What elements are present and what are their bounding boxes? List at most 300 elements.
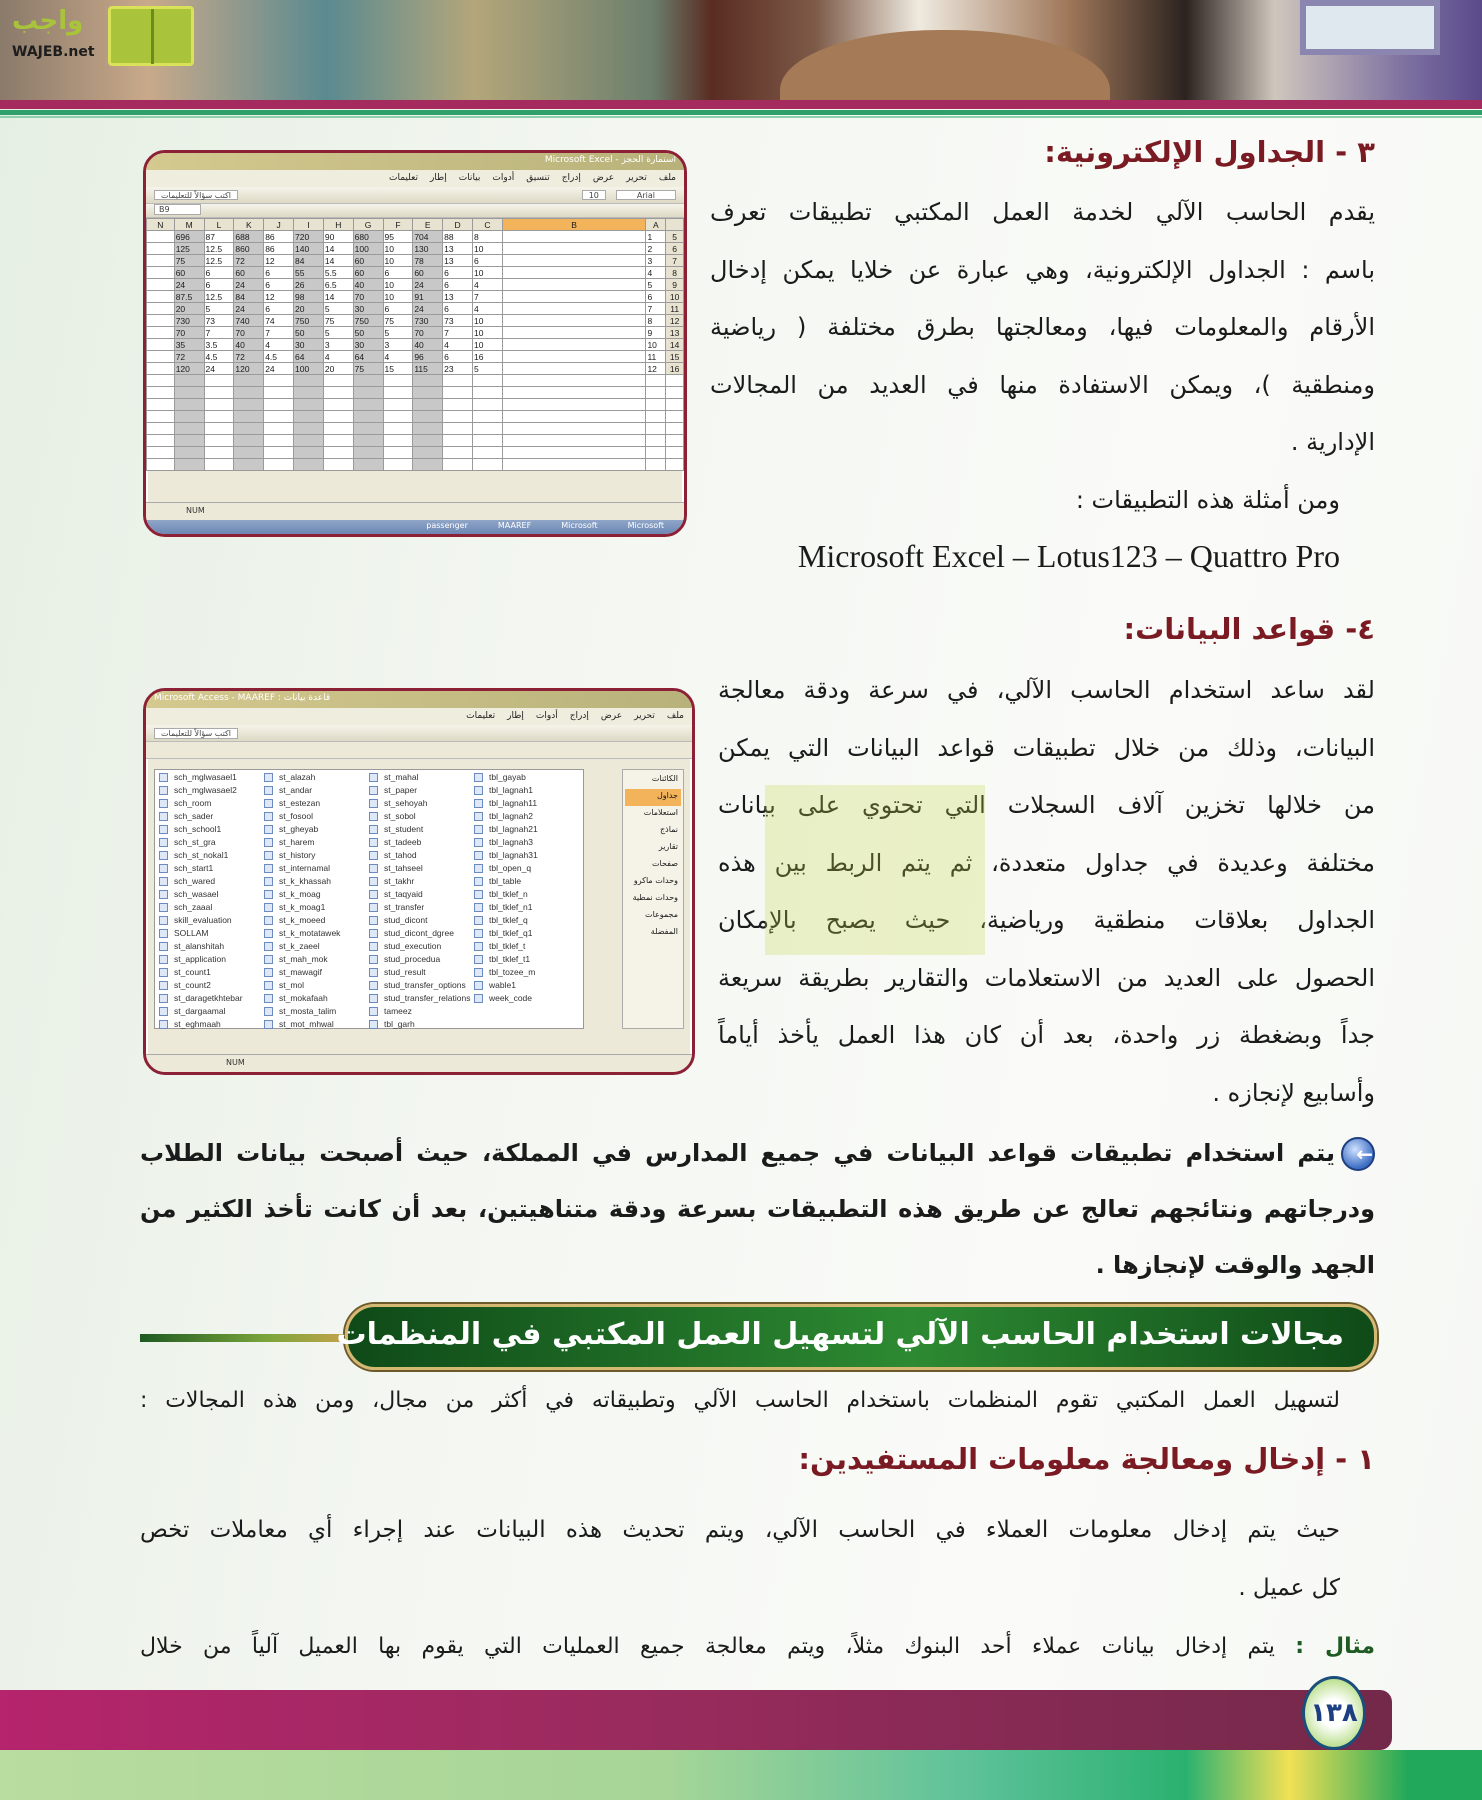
table-item: tbl_tklef_t1 — [474, 954, 579, 967]
access-status-bar — [146, 1054, 692, 1072]
table-row — [147, 255, 684, 267]
cell — [204, 435, 234, 447]
cell: 74 — [264, 315, 294, 327]
cell: 23 — [443, 363, 473, 375]
paragraph-line: ←يتم استخدام تطبيقات قواعد البيانات في جميع المدارس في المملكة، حيث أصبحت بيانات الطلاب — [140, 1125, 1375, 1181]
cell: 8 — [472, 231, 502, 243]
cell — [646, 435, 666, 447]
monitor-graphic — [1300, 0, 1440, 55]
table-item: st_mosta_talim — [264, 1006, 369, 1019]
table-item: tbl_tklef_t — [474, 941, 579, 954]
table-row — [147, 231, 684, 243]
cell — [204, 375, 234, 387]
meeting-table-graphic — [780, 30, 1110, 100]
cell: 6 — [443, 279, 473, 291]
table-item: sch_room — [159, 798, 264, 811]
cell: 740 — [234, 315, 264, 327]
cell-a: 8 — [646, 315, 666, 327]
cell-a: 4 — [646, 267, 666, 279]
table-item: tbl_lagnah2 — [474, 811, 579, 824]
cell — [147, 447, 175, 459]
cell-a: 10 — [646, 339, 666, 351]
cell — [413, 447, 443, 459]
cell — [234, 411, 264, 423]
table-item: st_history — [264, 850, 369, 863]
table-item: sch_wasael — [159, 889, 264, 902]
cell — [666, 447, 684, 459]
cell — [147, 387, 175, 399]
cell: 730 — [174, 315, 204, 327]
row-number: 9 — [666, 279, 684, 291]
cell — [294, 423, 324, 435]
cell — [472, 447, 502, 459]
cell — [353, 423, 383, 435]
cell: 3.5 — [204, 339, 234, 351]
paragraph-line: يقدم الحاسب الآلي لخدمة العمل المكتبي تطبيقات تعرف — [710, 198, 1375, 226]
table-item: week_code — [474, 993, 579, 1006]
cell: 20 — [294, 303, 324, 315]
cell — [323, 411, 353, 423]
table-item: stud_result — [369, 967, 474, 980]
table-item: stud_procedua — [369, 954, 474, 967]
cell — [646, 423, 666, 435]
cell: 4 — [383, 351, 413, 363]
section4-paragraph — [718, 662, 1375, 1122]
cell — [383, 423, 413, 435]
table-item: tbl_lagnah1 — [474, 785, 579, 798]
cell — [323, 387, 353, 399]
cell — [472, 399, 502, 411]
table-item: st_k_moag1 — [264, 902, 369, 915]
cell: 12.5 — [204, 255, 234, 267]
paragraph-line: ودرجاتهم ونتائجهم تعالج عن طريق هذه التطبيقات بسرعة ودقة متناهيتين، بعد أن كانت تأخذ الكثير من — [140, 1195, 1375, 1223]
cell: 26 — [294, 279, 324, 291]
column-header: D — [443, 219, 473, 231]
cell: 10 — [472, 243, 502, 255]
cell — [353, 435, 383, 447]
cell: 70 — [234, 327, 264, 339]
table-item: sch_sader — [159, 811, 264, 824]
table-item: tbl_gayab — [474, 772, 579, 785]
cell — [383, 399, 413, 411]
table-row — [147, 435, 684, 447]
table-item: st_estezan — [264, 798, 369, 811]
paragraph-line: وأسابيع لإنجازه . — [1212, 1078, 1375, 1107]
table-row — [147, 315, 684, 327]
cell: 16 — [472, 351, 502, 363]
section3-heading: ٣ - الجداول الإلكترونية: — [1044, 135, 1375, 169]
cell: 24 — [413, 279, 443, 291]
cell: 90 — [323, 231, 353, 243]
font-box: Arial — [616, 190, 676, 200]
cell: 60 — [234, 267, 264, 279]
cell — [294, 447, 324, 459]
menu-item: أدوات — [492, 173, 515, 183]
table-item: skill_evaluation — [159, 915, 264, 928]
cell — [323, 459, 353, 471]
menu-item: إدراج — [569, 711, 589, 721]
paragraph-line: جداً وبضغطة زر واحدة، بعد أن كان هذا العمل يأخذ أياماً — [718, 1021, 1375, 1049]
table-item: stud_transfer_options — [369, 980, 474, 993]
cell: 4.5 — [204, 351, 234, 363]
cell — [472, 387, 502, 399]
cell — [353, 459, 383, 471]
section-banner: مجالات استخدام الحاسب الآلي لتسهيل العمل المكتبي في المنظمات — [345, 1304, 1377, 1370]
logo-arabic: واجب — [12, 6, 84, 36]
cell: 30 — [294, 339, 324, 351]
table-item: st_alanshitah — [159, 941, 264, 954]
access-toolbar — [146, 725, 692, 742]
cell — [264, 435, 294, 447]
cell: 7 — [264, 327, 294, 339]
name-box: B9 — [154, 204, 201, 215]
cell: 720 — [294, 231, 324, 243]
table-column — [369, 772, 474, 1032]
cell: 140 — [294, 243, 324, 255]
cell: 4 — [264, 339, 294, 351]
access-menu-bar — [146, 708, 692, 725]
cell — [294, 435, 324, 447]
paragraph-line: الجهد والوقت لإنجازها . — [1095, 1251, 1375, 1279]
cell — [443, 423, 473, 435]
excel-title-bar: Microsoft Excel - استمارة الحجز — [146, 153, 684, 170]
column-header: L — [204, 219, 234, 231]
object-category: مجموعات — [645, 910, 678, 919]
table-item: tbl_tklef_q — [474, 915, 579, 928]
cell — [666, 459, 684, 471]
table-item: tbl_tozee_m — [474, 967, 579, 980]
intro-text: لتسهيل العمل المكتبي تقوم المنظمات باستخدام الحاسب الآلي وتطبيقاته في أكثر من مجال، ومن هذه المجالات : — [140, 1388, 1340, 1413]
access-screenshot — [143, 688, 695, 1075]
table-item: st_application — [159, 954, 264, 967]
cell: 73 — [204, 315, 234, 327]
table-item: st_k_zaeel — [264, 941, 369, 954]
cell — [234, 387, 264, 399]
field1-heading: ١ - إدخال ومعالجة معلومات المستفيدين: — [798, 1442, 1375, 1476]
column-header: N — [147, 219, 175, 231]
cell — [264, 375, 294, 387]
cell: 35 — [174, 339, 204, 351]
row-number: 16 — [666, 363, 684, 375]
table-item: st_alazah — [264, 772, 369, 785]
table-item: tbl_lagnah11 — [474, 798, 579, 811]
field1-example — [140, 1618, 1375, 1676]
book-icon — [108, 6, 194, 66]
cell: 860 — [234, 243, 264, 255]
table-row — [147, 339, 684, 351]
object-category: صفحات — [652, 859, 678, 868]
cell: 50 — [294, 327, 324, 339]
cell — [383, 375, 413, 387]
cell — [234, 447, 264, 459]
cell — [666, 399, 684, 411]
cell — [383, 387, 413, 399]
menu-item: إطار — [507, 711, 524, 721]
paragraph-line: ومنطقية )، ويمكن الاستفادة منها في العديد من المجالات — [710, 370, 1375, 399]
cell: 72 — [234, 351, 264, 363]
excel-menu-bar — [146, 170, 684, 187]
cell: 96 — [413, 351, 443, 363]
table-row — [147, 411, 684, 423]
paragraph-line: من خلالها تخزين آلاف السجلات التي تحتوي على بيانات — [718, 791, 1375, 819]
cell — [264, 423, 294, 435]
cell: 120 — [234, 363, 264, 375]
paragraph-line: الحصول على العديد من الاستعلامات والتقارير بطريقة سريعة — [718, 963, 1375, 992]
column-header: K — [234, 219, 264, 231]
table-item: st_tahseel — [369, 863, 474, 876]
table-item: tbl_tklef_q1 — [474, 928, 579, 941]
table-item: tbl_table — [474, 876, 579, 889]
cell — [413, 399, 443, 411]
cell: 680 — [353, 231, 383, 243]
table-item: st_mol — [264, 980, 369, 993]
cell-b — [502, 291, 646, 303]
cell — [383, 411, 413, 423]
excel-screenshot — [143, 150, 687, 537]
cell: 696 — [174, 231, 204, 243]
table-item: tbl_garh — [369, 1019, 474, 1032]
cell-a: 2 — [646, 243, 666, 255]
object-category: استعلامات — [643, 808, 678, 817]
cell — [264, 387, 294, 399]
cell: 88 — [443, 231, 473, 243]
cell: 75 — [353, 363, 383, 375]
table-row — [147, 267, 684, 279]
column-header: H — [323, 219, 353, 231]
cell: 98 — [294, 291, 324, 303]
cell: 6 — [443, 267, 473, 279]
cell: 60 — [174, 267, 204, 279]
table-row — [147, 279, 684, 291]
row-number: 8 — [666, 267, 684, 279]
cell: 73 — [443, 315, 473, 327]
cell: 70 — [353, 291, 383, 303]
cell: 12.5 — [204, 291, 234, 303]
table-row — [147, 375, 684, 387]
menu-item: ملف — [666, 711, 684, 721]
cell-n — [147, 363, 175, 375]
row-number: 15 — [666, 351, 684, 363]
help-box: اكتب سؤالاً للتعليمات — [154, 728, 238, 739]
menu-item: عرض — [600, 711, 623, 721]
taskbar-item: MAAREF — [497, 521, 532, 530]
cell: 5 — [323, 303, 353, 315]
cell — [323, 375, 353, 387]
cell: 75 — [383, 315, 413, 327]
cell — [234, 423, 264, 435]
cell: 15 — [383, 363, 413, 375]
object-category: نماذج — [659, 825, 678, 834]
cell — [646, 375, 666, 387]
footer-graphic — [0, 1750, 1482, 1800]
cell — [204, 399, 234, 411]
cell-n — [147, 351, 175, 363]
cell: 4 — [443, 339, 473, 351]
cell: 6 — [204, 267, 234, 279]
cell: 688 — [234, 231, 264, 243]
cell — [443, 375, 473, 387]
cell — [234, 435, 264, 447]
arrow-bullet-icon: ← — [1341, 1137, 1375, 1171]
cell: 84 — [294, 255, 324, 267]
row-number: 7 — [666, 255, 684, 267]
table-row — [147, 459, 684, 471]
cell — [502, 375, 646, 387]
object-category: المفضلة — [650, 927, 678, 936]
examples-intro-text: ومن أمثلة هذه التطبيقات : — [1075, 486, 1340, 514]
cell — [147, 399, 175, 411]
table-item: tbl_lagnah21 — [474, 824, 579, 837]
cell — [353, 447, 383, 459]
cell-a: 11 — [646, 351, 666, 363]
intro-paragraph — [140, 1372, 1340, 1430]
cell-b — [502, 339, 646, 351]
cell — [204, 387, 234, 399]
cell — [443, 411, 473, 423]
access-db-toolbar — [146, 742, 692, 759]
cell-n — [147, 327, 175, 339]
cell: 72 — [234, 255, 264, 267]
cell — [323, 423, 353, 435]
paragraph-line: مختلفة وعديدة في جداول متعددة، ثم يتم الربط بين هذه — [718, 848, 1375, 877]
section3-paragraph — [710, 184, 1375, 472]
table-item: st_mah_mok — [264, 954, 369, 967]
table-item: st_sobol — [369, 811, 474, 824]
wajeb-logo — [8, 6, 188, 66]
cell — [174, 387, 204, 399]
cell — [294, 411, 324, 423]
cell: 91 — [413, 291, 443, 303]
cell: 5 — [383, 327, 413, 339]
cell: 60 — [413, 267, 443, 279]
paragraph-line: الإدارية . — [1290, 428, 1375, 456]
cell — [502, 399, 646, 411]
cell — [264, 459, 294, 471]
table-item: st_transfer — [369, 902, 474, 915]
table-row — [147, 303, 684, 315]
cell — [646, 411, 666, 423]
row-number: 10 — [666, 291, 684, 303]
cell — [204, 459, 234, 471]
table-column — [159, 772, 264, 1032]
cell — [666, 411, 684, 423]
cell — [413, 435, 443, 447]
cell: 6 — [383, 303, 413, 315]
cell — [383, 447, 413, 459]
menu-item: أدوات — [535, 711, 558, 721]
cell — [323, 399, 353, 411]
cell-n — [147, 315, 175, 327]
table-item: st_fosool — [264, 811, 369, 824]
table-item: st_tahod — [369, 850, 474, 863]
cell: 50 — [353, 327, 383, 339]
cell: 10 — [383, 255, 413, 267]
cell-n — [147, 255, 175, 267]
cell-n — [147, 231, 175, 243]
examples-intro — [710, 472, 1340, 530]
cell: 30 — [353, 303, 383, 315]
table-column — [474, 772, 579, 1032]
menu-item: بيانات — [458, 173, 481, 183]
menu-item: تعليمات — [388, 173, 418, 183]
cell: 3 — [323, 339, 353, 351]
cell: 60 — [353, 267, 383, 279]
example-label: مثال : — [1295, 1634, 1375, 1659]
logo-latin: WAJEB.net — [12, 44, 95, 60]
cell — [502, 447, 646, 459]
cell — [472, 459, 502, 471]
cell — [147, 435, 175, 447]
cell: 10 — [472, 339, 502, 351]
cell: 10 — [383, 279, 413, 291]
cell — [646, 387, 666, 399]
section4-heading: ٤- قواعد البيانات: — [1123, 612, 1375, 646]
table-row — [147, 423, 684, 435]
cell-b — [502, 279, 646, 291]
table-item: SOLLAM — [159, 928, 264, 941]
access-title-bar: Microsoft Access - MAAREF : قاعدة بيانات — [146, 691, 692, 708]
cell: 750 — [353, 315, 383, 327]
banner-decor-line — [140, 1334, 350, 1342]
table-item: sch_st_gra — [159, 837, 264, 850]
cell — [443, 435, 473, 447]
cell-b — [502, 255, 646, 267]
table-item: stud_transfer_relations — [369, 993, 474, 1006]
cell-a: 12 — [646, 363, 666, 375]
access-table-list — [154, 769, 584, 1029]
cell: 78 — [413, 255, 443, 267]
table-item: st_taqyaid — [369, 889, 474, 902]
table-item: stud_dicont — [369, 915, 474, 928]
table-item: wable1 — [474, 980, 579, 993]
cell: 70 — [413, 327, 443, 339]
help-box: اكتب سؤالاً للتعليمات — [154, 190, 238, 200]
cell — [472, 411, 502, 423]
cell — [147, 375, 175, 387]
menu-item: إطار — [429, 173, 447, 183]
cell: 87.5 — [174, 291, 204, 303]
object-category: وحدات ماكرو — [633, 876, 678, 885]
table-item: tbl_lagnah31 — [474, 850, 579, 863]
size-box: 10 — [582, 190, 606, 200]
table-row — [147, 351, 684, 363]
table-row — [147, 243, 684, 255]
menu-item: تنسيق — [526, 173, 550, 183]
table-row — [147, 363, 684, 375]
cell: 24 — [204, 363, 234, 375]
cell: 55 — [294, 267, 324, 279]
cell: 24 — [174, 279, 204, 291]
taskbar-item: Microsoft — [561, 521, 598, 530]
cell — [472, 375, 502, 387]
cell — [383, 435, 413, 447]
object-category: تقارير — [658, 842, 678, 851]
cell: 115 — [413, 363, 443, 375]
cell — [264, 399, 294, 411]
row-number: 11 — [666, 303, 684, 315]
row-number: 14 — [666, 339, 684, 351]
header-photo-banner — [0, 0, 1482, 100]
cell: 20 — [174, 303, 204, 315]
table-item: st_mawagif — [264, 967, 369, 980]
row-number: 6 — [666, 243, 684, 255]
table-item: sch_mglwasael1 — [159, 772, 264, 785]
table-item: st_harem — [264, 837, 369, 850]
table-item: st_tadeeb — [369, 837, 474, 850]
table-item: sch_zaaal — [159, 902, 264, 915]
cell: 87 — [204, 231, 234, 243]
column-header: I — [294, 219, 324, 231]
